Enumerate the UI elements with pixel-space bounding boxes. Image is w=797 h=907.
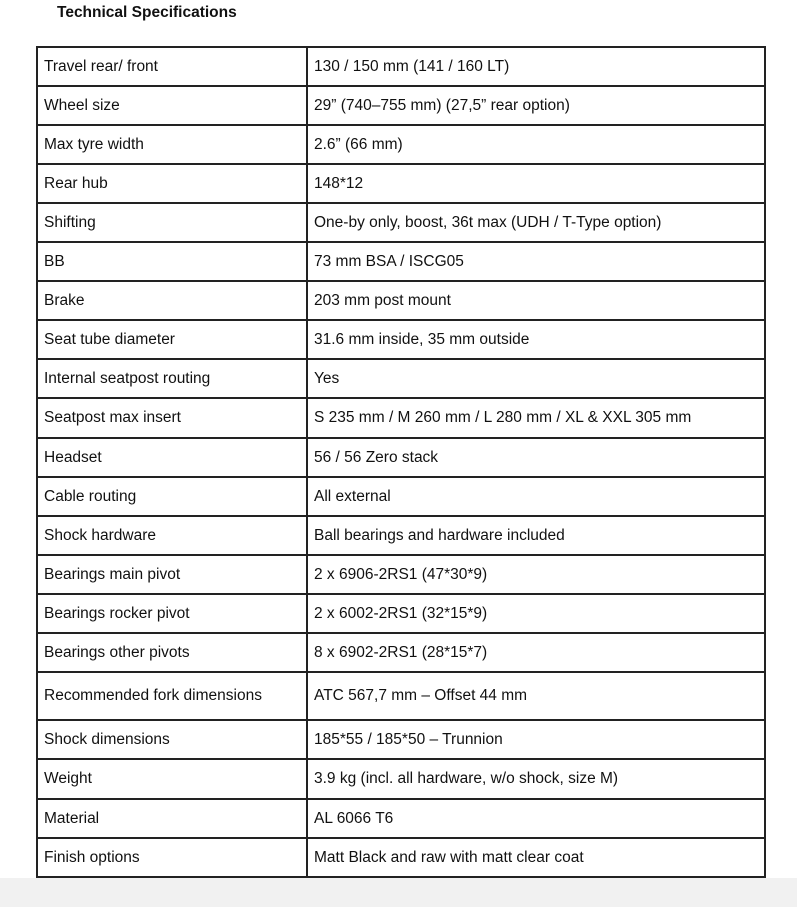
- table-row: [37, 86, 765, 125]
- page-title: Technical Specifications: [57, 4, 237, 21]
- spec-label: Rear hub: [37, 164, 307, 203]
- table-row: [37, 516, 765, 555]
- spec-value: Yes: [307, 359, 765, 398]
- table-row: [37, 281, 765, 320]
- spec-label: Brake: [37, 281, 307, 320]
- spec-value: Matt Black and raw with matt clear coat: [307, 838, 765, 877]
- spec-label: Weight: [37, 759, 307, 799]
- spec-label: Material: [37, 799, 307, 838]
- table-row: [37, 594, 765, 633]
- spec-label: BB: [37, 242, 307, 281]
- table-row: [37, 47, 765, 86]
- spec-label: Bearings rocker pivot: [37, 594, 307, 633]
- table-row: [37, 203, 765, 242]
- spec-value: AL 6066 T6: [307, 799, 765, 838]
- spec-value: 8 x 6902-2RS1 (28*15*7): [307, 633, 765, 672]
- table-row: [37, 164, 765, 203]
- spec-label: Bearings other pivots: [37, 633, 307, 672]
- table-row: [37, 477, 765, 516]
- spec-value: 203 mm post mount: [307, 281, 765, 320]
- spec-label: Shock hardware: [37, 516, 307, 555]
- table-row: [37, 838, 765, 877]
- spec-label: Recommended fork dimensions: [37, 672, 307, 720]
- spec-table: [36, 46, 766, 878]
- spec-value: 2 x 6906-2RS1 (47*30*9): [307, 555, 765, 594]
- spec-value: Ball bearings and hardware included: [307, 516, 765, 555]
- spec-label: Bearings main pivot: [37, 555, 307, 594]
- table-row: [37, 633, 765, 672]
- spec-label: Internal seatpost routing: [37, 359, 307, 398]
- table-row: [37, 555, 765, 594]
- table-row: [37, 759, 765, 799]
- spec-value: 148*12: [307, 164, 765, 203]
- spec-label: Cable routing: [37, 477, 307, 516]
- spec-value: 130 / 150 mm (141 / 160 LT): [307, 47, 765, 86]
- spec-value: 185*55 / 185*50 – Trunnion: [307, 720, 765, 759]
- table-row: [37, 438, 765, 477]
- spec-label: Shock dimensions: [37, 720, 307, 759]
- spec-value: S 235 mm / M 260 mm / L 280 mm / XL & XXL 305 mm: [307, 398, 765, 438]
- spec-label: Shifting: [37, 203, 307, 242]
- table-row: [37, 125, 765, 164]
- spec-label: Finish options: [37, 838, 307, 877]
- spec-value: 73 mm BSA / ISCG05: [307, 242, 765, 281]
- spec-value: 56 / 56 Zero stack: [307, 438, 765, 477]
- spec-label: Travel rear/ front: [37, 47, 307, 86]
- table-row: [37, 720, 765, 759]
- spec-label: Seat tube diameter: [37, 320, 307, 359]
- spec-value: One-by only, boost, 36t max (UDH / T-Type option): [307, 203, 765, 242]
- table-row: [37, 242, 765, 281]
- table-row: [37, 672, 765, 720]
- table-row: [37, 799, 765, 838]
- table-row: [37, 398, 765, 438]
- spec-label: Seatpost max insert: [37, 398, 307, 438]
- spec-value: All external: [307, 477, 765, 516]
- spec-label: Max tyre width: [37, 125, 307, 164]
- spec-label: Wheel size: [37, 86, 307, 125]
- spec-value: 29” (740–755 mm) (27,5” rear option): [307, 86, 765, 125]
- spec-value: 2.6” (66 mm): [307, 125, 765, 164]
- table-row: [37, 320, 765, 359]
- spec-label: Headset: [37, 438, 307, 477]
- table-row: [37, 359, 765, 398]
- bottom-bar: [0, 878, 797, 907]
- spec-value: 3.9 kg (incl. all hardware, w/o shock, size M): [307, 759, 765, 799]
- spec-value: 2 x 6002-2RS1 (32*15*9): [307, 594, 765, 633]
- spec-value: 31.6 mm inside, 35 mm outside: [307, 320, 765, 359]
- spec-value: ATC 567,7 mm – Offset 44 mm: [307, 672, 765, 720]
